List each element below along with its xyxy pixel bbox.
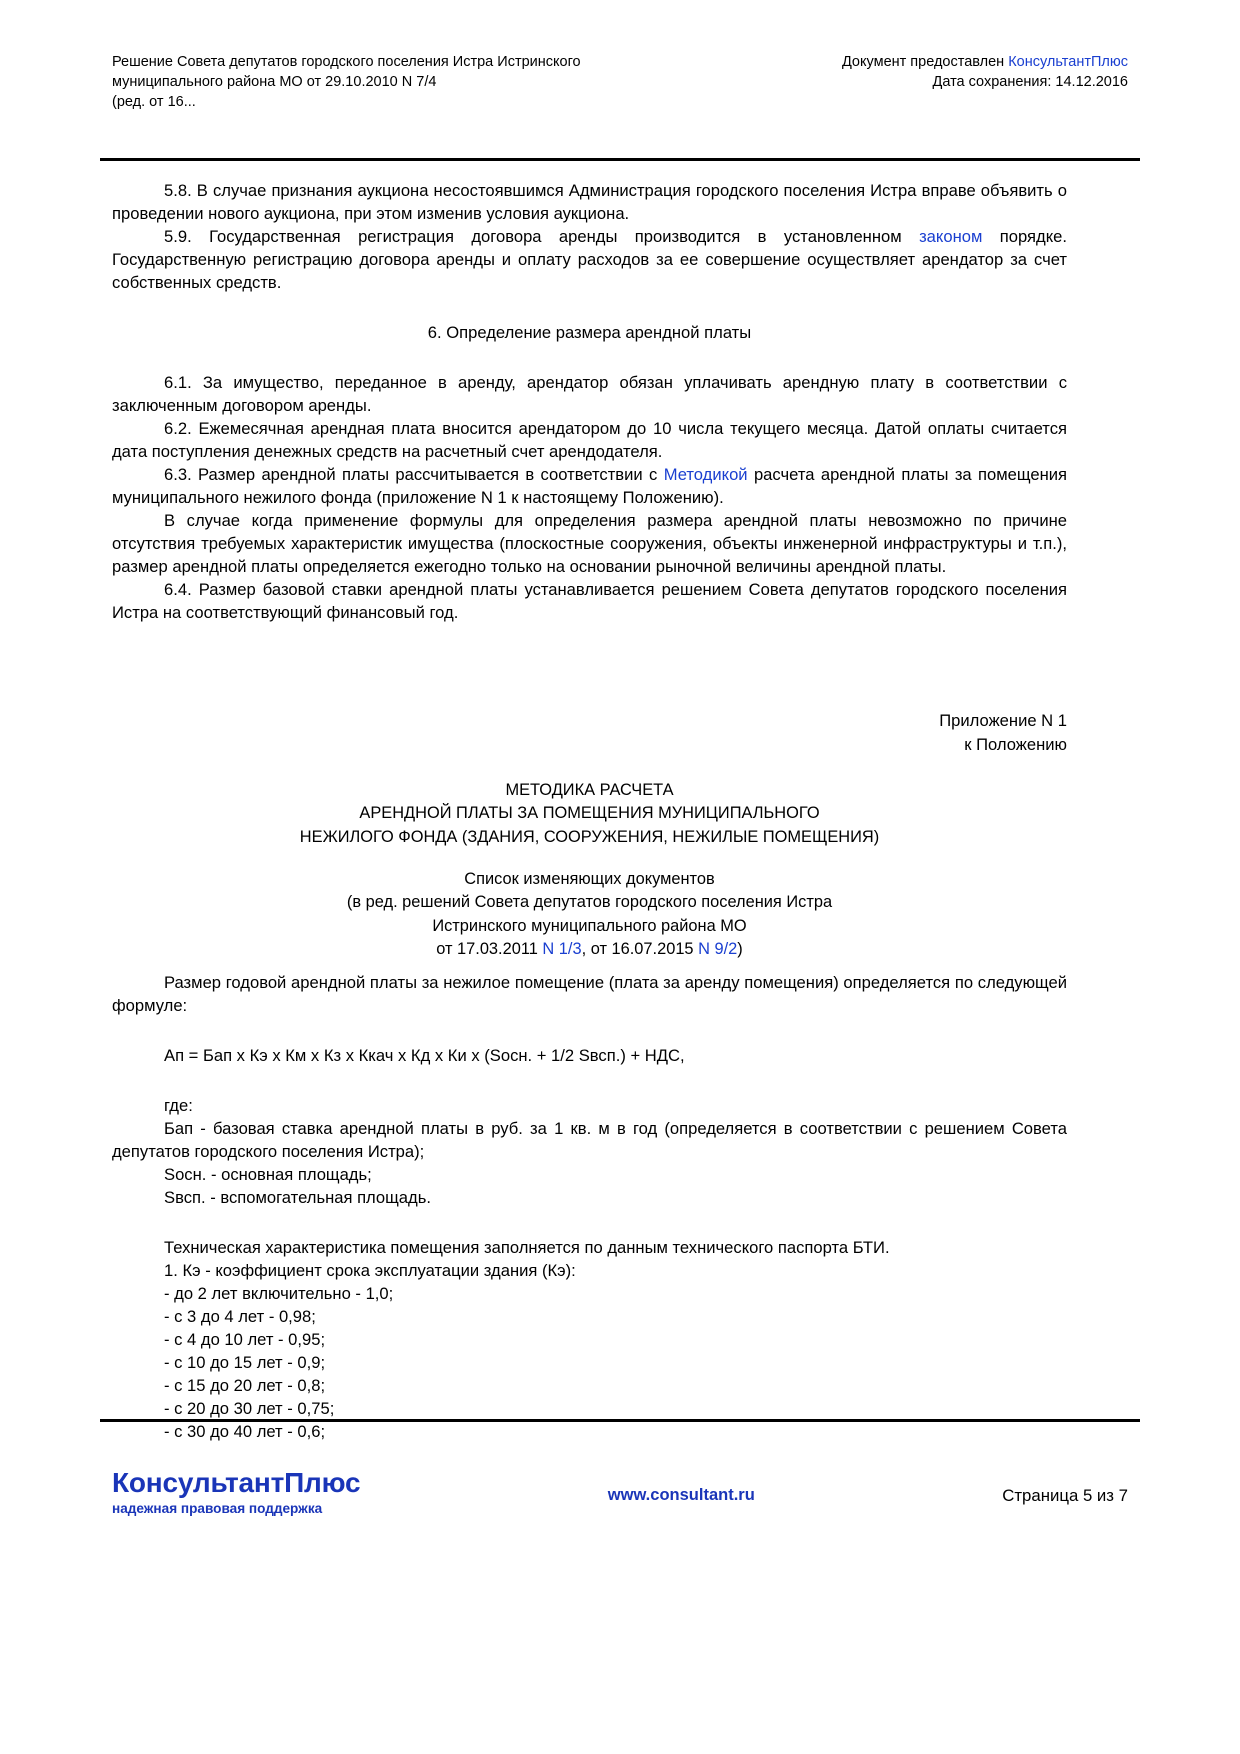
consultant-logo — [112, 1468, 360, 1516]
paragraph-5-9-text-before-link: 5.9. Государственная регистрация договора аренды производится в установленном — [164, 226, 920, 246]
paragraph-6-3 — [112, 464, 1067, 510]
ke-item: - с 30 до 40 лет - 0,6; — [164, 1421, 326, 1441]
page-number-label: Страница 5 из 7 — [1002, 1486, 1128, 1505]
amendments-line-4 — [112, 938, 1067, 961]
methodology-title-line-2: АРЕНДНОЙ ПЛАТЫ ЗА ПОМЕЩЕНИЯ МУНИЦИПАЛЬНОГО — [359, 804, 820, 823]
paragraph-5-9 — [112, 226, 1067, 295]
ke-item: - с 3 до 4 лет - 0,98; — [164, 1306, 316, 1326]
definition-bap: Бап - базовая ставка арендной платы в руб. за 1 кв. м в год (определяется в соответствии с решением Совета депутатов городского поселения Истра); — [112, 1118, 1067, 1161]
rent-formula: Ап = Бап х Кэ х Км х Кз х Ккач х Кд х Ки х (Sосн. + 1/2 Sвсп.) + НДС, — [164, 1045, 685, 1065]
appendix-parent-document: к Положению — [964, 734, 1067, 754]
methodology-title — [112, 779, 1067, 849]
metodikoy-link[interactable]: Методикой — [663, 464, 748, 484]
appendix-reference — [112, 709, 1067, 756]
spacer — [112, 1210, 1067, 1237]
section-6-heading: 6. Определение размера арендной платы — [427, 322, 752, 342]
paragraph-6-3-text-before-link: 6.3. Размер арендной платы рассчитывается в соответствии с — [164, 464, 664, 484]
paragraph-5-8: 5.8. В случае признания аукциона несостоявшимся Администрация городского поселения Истра вправе объявить о проведении нового аукциона, при этом изменив условия аукциона. — [112, 181, 1067, 223]
amendments-close-paren: ) — [737, 939, 743, 958]
consultant-logo-tagline: надежная правовая поддержка — [112, 1501, 323, 1517]
document-body-upper — [112, 180, 1067, 624]
header-title-line-2: муниципального района МО от 29.10.2010 N 7/4 — [112, 74, 437, 90]
paragraph-6-3-text-after-link: расчета арендной платы за помещения муниципального нежилого фонда (приложение N 1 к настоящему Положению). — [112, 464, 1067, 507]
amendment-link-n-9-2[interactable]: N 9/2 — [698, 939, 738, 958]
amendments-list — [112, 868, 1067, 961]
amendments-date-2: , от 16.07.2015 — [581, 939, 699, 958]
header-provider-info — [842, 52, 1128, 92]
methodology-title-line-3: НЕЖИЛОГО ФОНДА (ЗДАНИЯ, СООРУЖЕНИЯ, НЕЖИЛЫЕ ПОМЕЩЕНИЯ) — [299, 827, 880, 846]
amendments-heading: Список изменяющих документов — [464, 870, 715, 888]
paragraph-6-3-continued: В случае когда применение формулы для определения размера арендной платы невозможно по причине отсутствия требуемых характеристик имущества (плоскостные сооружения, объекты инженерной инфраструктуры и т.п.), размер арендной платы определяется ежегодно только на основании рыночной величины арендной платы. — [112, 510, 1067, 576]
document-body-lower — [112, 972, 1067, 1443]
coefficient-ke-heading: 1. Кэ - коэффициент срока эксплуатации здания (Кэ): — [164, 1260, 576, 1280]
paragraph-6-1: 6.1. За имущество, переданное в аренду, арендатор обязан уплачивать арендную плату в соответствии с заключенным договором аренды. — [112, 372, 1067, 415]
technical-characteristics-note: Техническая характеристика помещения заполняется по данным технического паспорта БТИ. — [164, 1237, 890, 1257]
where-label: где: — [164, 1095, 193, 1115]
definition-svsp: Sвсп. - вспомогательная площадь. — [164, 1187, 431, 1207]
document-header — [112, 52, 1128, 112]
ke-item: - с 20 до 30 лет - 0,75; — [164, 1398, 335, 1418]
spacer — [112, 295, 1067, 322]
consultant-logo-text: КонсультантПлюс — [112, 1467, 361, 1498]
ke-item: - с 10 до 15 лет - 0,9; — [164, 1352, 326, 1372]
header-title-line-3: (ред. от 16... — [112, 94, 196, 110]
header-consultant-brand-link[interactable]: КонсультантПлюс — [1008, 54, 1128, 70]
header-provided-by-label: Документ предоставлен — [841, 54, 1009, 70]
header-provided-by — [842, 52, 1128, 72]
header-saved-date: Дата сохранения: 14.12.2016 — [932, 74, 1128, 90]
zakonom-link[interactable]: законом — [919, 226, 983, 246]
header-document-title — [112, 52, 581, 112]
ke-item: - с 15 до 20 лет - 0,8; — [164, 1375, 326, 1395]
spacer — [112, 1018, 1067, 1045]
paragraph-6-4: 6.4. Размер базовой ставки арендной платы устанавливается решением Совета депутатов городского поселения Истра на соответствующий финансовый год. — [112, 579, 1067, 622]
methodology-title-line-1: МЕТОДИКА РАСЧЕТА — [505, 781, 674, 799]
spacer — [112, 345, 1067, 372]
formula-intro-paragraph: Размер годовой арендной платы за нежилое помещение (плата за аренду помещения) определяется по следующей формуле: — [112, 973, 1067, 1015]
ke-item: - до 2 лет включительно - 1,0; — [164, 1283, 394, 1303]
document-footer — [112, 1468, 1128, 1516]
spacer — [112, 1068, 1067, 1095]
amendment-link-n-1-3[interactable]: N 1/3 — [542, 939, 582, 958]
paragraph-6-2: 6.2. Ежемесячная арендная плата вносится арендатором до 10 числа текущего месяца. Датой оплаты считается дата поступления денежных средств на расчетный счет арендодателя. — [112, 418, 1067, 461]
amendments-line-2: (в ред. решений Совета депутатов городского поселения Истра — [346, 893, 833, 912]
appendix-number: Приложение N 1 — [939, 711, 1067, 730]
definition-sosn: Sосн. - основная площадь; — [164, 1164, 372, 1184]
footer-divider-rule — [100, 1419, 1140, 1422]
amendments-line-3: Истринского муниципального района МО — [432, 916, 747, 935]
consultant-website-link[interactable]: www.consultant.ru — [607, 1486, 755, 1504]
amendments-date-1: от 17.03.2011 — [436, 939, 543, 958]
ke-item: - с 4 до 10 лет - 0,95; — [164, 1329, 326, 1349]
header-divider-rule — [100, 158, 1140, 161]
header-title-line-1: Решение Совета депутатов городского поселения Истра Истринского — [112, 54, 581, 70]
paragraph-5-9-text-after-link: порядке. Государственную регистрацию договора аренды и оплату расходов за ее совершение осуществляет арендатор за счет собственных средств. — [112, 226, 1067, 292]
